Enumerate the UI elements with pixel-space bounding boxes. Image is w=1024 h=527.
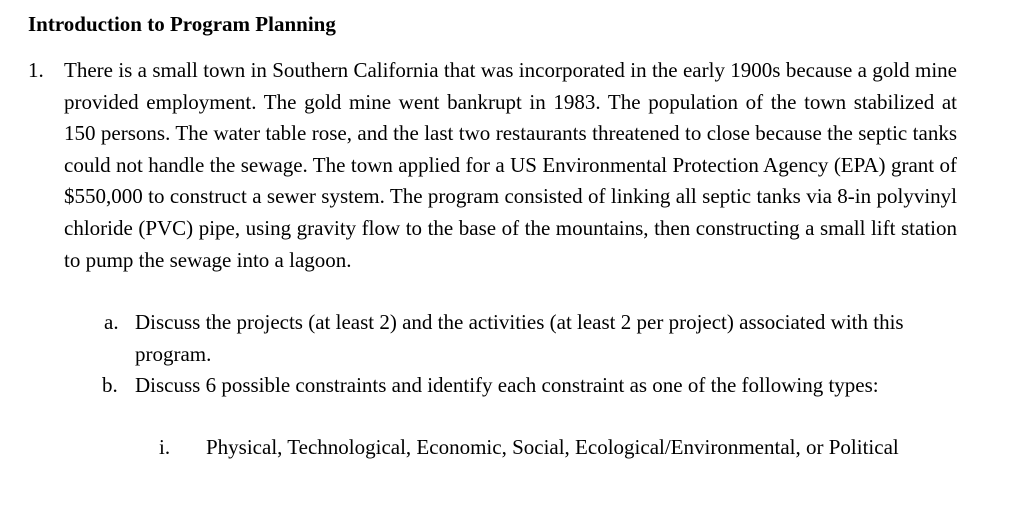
question-number: 1. — [28, 58, 44, 82]
part-b-i-text: Physical, Technological, Economic, Social, Ecological/Environmental, or Political — [206, 435, 899, 459]
question-text: There is a small town in Southern California that was incorporated in the early 1900s because a gold mine provided employment. The gold mine went bankrupt in 1983. The population of the town stabilized at 150 persons. The water table rose, and the last two restaurants threatened to close because the septic tanks could not handle the sewage. The town applied for a US Environmental Protection Agency (EPA) grant of $550,000 to construct a sewer system. The program consisted of linking all septic tanks via 8-in polyvinyl chloride (PVC) pipe, using gravity flow to the base of the mountains, then constructing a small lift station to pump the sewage into a lagoon. — [64, 58, 957, 272]
part-b-label: b. — [102, 373, 118, 397]
part-a-text: Discuss the projects (at least 2) and the activities (at least 2 per project) associated with this program. — [135, 310, 904, 366]
part-a-label: a. — [104, 310, 119, 334]
part-b-i-label: i. — [159, 435, 171, 459]
document-title: Introduction to Program Planning — [28, 12, 336, 36]
part-b-text: Discuss 6 possible constraints and identify each constraint as one of the following types: — [135, 373, 879, 397]
